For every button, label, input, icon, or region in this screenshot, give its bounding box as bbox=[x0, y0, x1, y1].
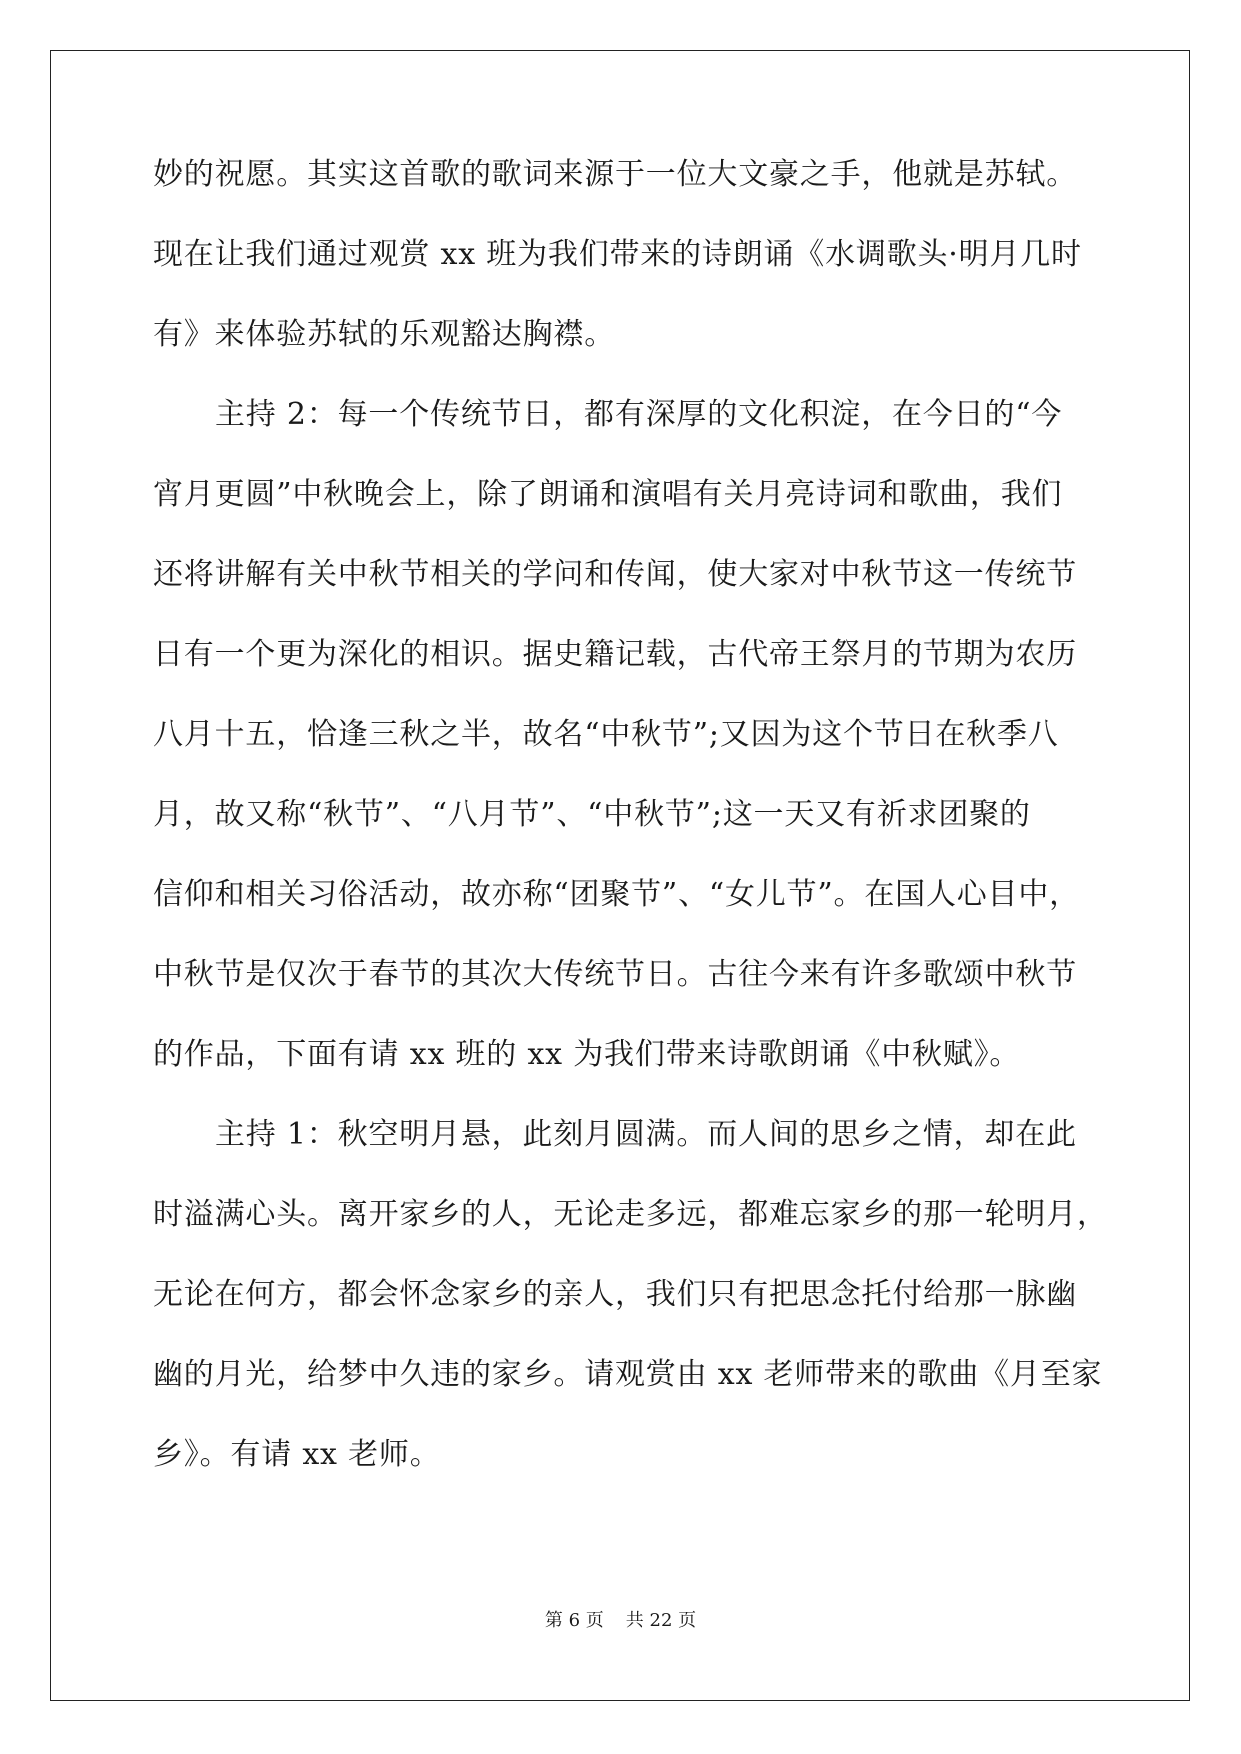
text-line-9: 月，故又称“秋节”、“八月节”、“中秋节”;这一天又有祈求团聚的 bbox=[153, 797, 1031, 832]
paragraph-host1-start: 主持 1：秋空明月悬，此刻月圆满。而人间的思乡之情，却在此 bbox=[215, 1117, 1077, 1152]
text-line-2: 现在让我们通过观赏 xx 班为我们带来的诗朗诵《水调歌头·明月几时 bbox=[153, 237, 1082, 272]
text-line-7: 日有一个更为深化的相识。据史籍记载，古代帝王祭月的节期为农历 bbox=[153, 637, 1077, 672]
document-body bbox=[153, 157, 1108, 1520]
text-line-8: 八月十五，恰逢三秋之半，故名“中秋节”;又因为这个节日在秋季八 bbox=[153, 717, 1059, 752]
text-line-5: 宵月更圆”中秋晚会上，除了朗诵和演唱有关月亮诗词和歌曲，我们 bbox=[153, 477, 1063, 512]
text-line-14: 时溢满心头。离开家乡的人，无论走多远，都难忘家乡的那一轮明月， bbox=[153, 1197, 1108, 1232]
page-number: 第 6 页 bbox=[544, 1610, 604, 1631]
text-line-3: 有》来体验苏轼的乐观豁达胸襟。 bbox=[153, 317, 615, 352]
text-line-11: 中秋节是仅次于春节的其次大传统节日。古往今来有许多歌颂中秋节 bbox=[153, 957, 1077, 992]
page-total: 共 22 页 bbox=[625, 1610, 697, 1631]
text-line-6: 还将讲解有关中秋节相关的学问和传闻，使大家对中秋节这一传统节 bbox=[153, 557, 1077, 592]
text-line-15: 无论在何方，都会怀念家乡的亲人，我们只有把思念托付给那一脉幽 bbox=[153, 1277, 1077, 1312]
text-line-12: 的作品，下面有请 xx 班的 xx 为我们带来诗歌朗诵《中秋赋》。 bbox=[153, 1037, 1021, 1072]
text-line-16: 幽的月光，给梦中久违的家乡。请观赏由 xx 老师带来的歌曲《月至家 bbox=[153, 1357, 1103, 1392]
text-line-17: 乡》。有请 xx 老师。 bbox=[153, 1437, 441, 1472]
text-line-1: 妙的祝愿。其实这首歌的歌词来源于一位大文豪之手，他就是苏轼。 bbox=[153, 157, 1077, 192]
paragraph-host2-start: 主持 2：每一个传统节日，都有深厚的文化积淀，在今日的“今 bbox=[215, 397, 1063, 432]
text-line-10: 信仰和相关习俗活动，故亦称“团聚节”、“女儿节”。在国人心目中， bbox=[153, 877, 1080, 912]
page-footer bbox=[0, 1611, 1241, 1631]
